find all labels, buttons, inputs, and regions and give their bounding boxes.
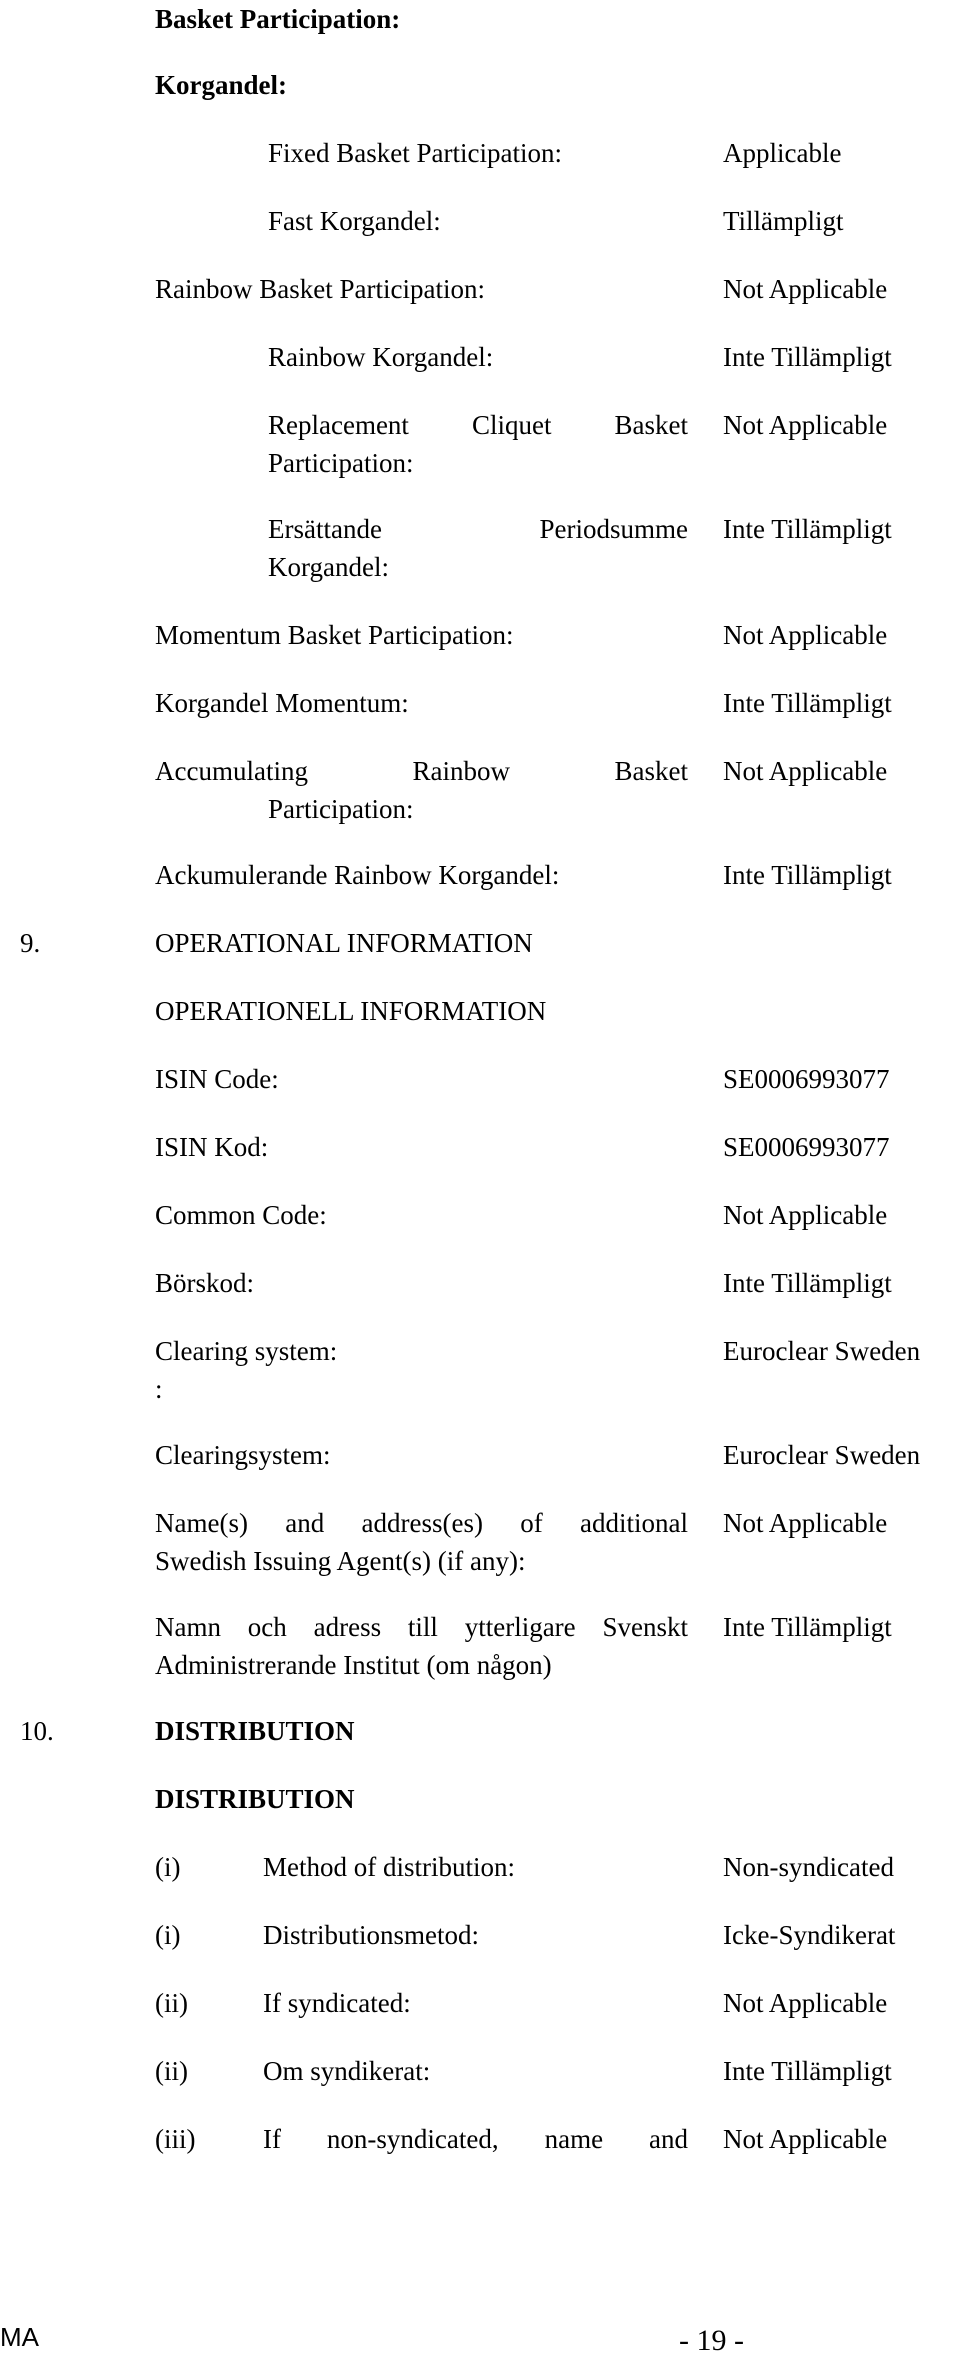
distribution-item-value: Icke-Syndikerat (723, 1920, 896, 1950)
fixed-basket-label: Fixed Basket Participation: (268, 138, 562, 168)
clearingsystem-value: Euroclear Sweden (723, 1440, 921, 1470)
distribution-item-label: Method of distribution: (263, 1852, 515, 1882)
distribution-item-label: If non-syndicated, name and (263, 2124, 688, 2154)
footer-left-mark: MA (0, 2322, 39, 2352)
basket-subheading: Korgandel: (155, 70, 287, 100)
additional-agent-value: Not Applicable (723, 1508, 888, 1538)
distribution-item-label: Om syndikerat: (263, 2056, 431, 2086)
additional-agent-label-line2: Swedish Issuing Agent(s) (if any): (155, 1546, 526, 1576)
section-9-title-sv: OPERATIONELL INFORMATION (155, 996, 547, 1026)
common-code-label: Common Code: (155, 1200, 327, 1230)
distribution-item-num: (iii) (155, 2124, 196, 2154)
distribution-item-num: (ii) (155, 2056, 188, 2086)
distribution-item-num: (i) (155, 1920, 181, 1950)
isin-code-value: SE0006993077 (723, 1064, 890, 1094)
ersattande-label-line1: Ersättande Periodsumme (268, 514, 688, 544)
distribution-item-value: Non-syndicated (723, 1852, 894, 1882)
fast-korgandel-label: Fast Korgandel: (268, 206, 441, 236)
ackumulerande-value: Inte Tillämpligt (723, 860, 892, 890)
momentum-basket-value: Not Applicable (723, 620, 888, 650)
distribution-item-value: Not Applicable (723, 1988, 888, 2018)
clearing-system-value: Euroclear Sweden (723, 1336, 921, 1366)
section-9-number: 9. (20, 928, 41, 958)
fast-korgandel-value: Tillämpligt (723, 206, 844, 236)
clearingsystem-label: Clearingsystem: (155, 1440, 331, 1470)
rainbow-basket-label: Rainbow Basket Participation: (155, 274, 485, 304)
common-code-value: Not Applicable (723, 1200, 888, 1230)
basket-heading: Basket Participation: (155, 4, 401, 34)
replacement-cliquet-value: Not Applicable (723, 410, 888, 440)
korgandel-momentum-label: Korgandel Momentum: (155, 688, 409, 718)
clearing-system-colon: : (155, 1374, 163, 1404)
rainbow-basket-value: Not Applicable (723, 274, 888, 304)
ytterligare-institut-label-line2: Administrerande Institut (om någon) (155, 1650, 552, 1680)
isin-code-label: ISIN Code: (155, 1064, 279, 1094)
distribution-item-value: Inte Tillämpligt (723, 2056, 892, 2086)
distribution-item-num: (i) (155, 1852, 181, 1882)
momentum-basket-label: Momentum Basket Participation: (155, 620, 514, 650)
ackumulerande-label: Ackumulerande Rainbow Korgandel: (155, 860, 560, 890)
ersattande-label-line2: Korgandel: (268, 552, 389, 582)
accumulating-rainbow-value: Not Applicable (723, 756, 888, 786)
rainbow-korgandel-label: Rainbow Korgandel: (268, 342, 494, 372)
accumulating-rainbow-label-line1: Accumulating Rainbow Basket (155, 756, 688, 786)
section-10-number: 10. (20, 1716, 54, 1746)
replacement-cliquet-label-line2: Participation: (268, 448, 414, 478)
accumulating-rainbow-label-line2: Participation: (268, 794, 414, 824)
replacement-cliquet-label-line1: Replacement Cliquet Basket (268, 410, 688, 440)
ersattande-value: Inte Tillämpligt (723, 514, 892, 544)
korgandel-momentum-value: Inte Tillämpligt (723, 688, 892, 718)
distribution-item-label: If syndicated: (263, 1988, 411, 2018)
rainbow-korgandel-value: Inte Tillämpligt (723, 342, 892, 372)
section-10-title-sv: DISTRIBUTION (155, 1784, 355, 1814)
section-9-title: OPERATIONAL INFORMATION (155, 928, 533, 958)
distribution-item-num: (ii) (155, 1988, 188, 2018)
clearing-system-label: Clearing system: (155, 1336, 338, 1366)
distribution-item-label: Distributionsmetod: (263, 1920, 479, 1950)
borskod-value: Inte Tillämpligt (723, 1268, 892, 1298)
ytterligare-institut-value: Inte Tillämpligt (723, 1612, 892, 1642)
ytterligare-institut-label-line1: Namn och adress till ytterligare Svenskt (155, 1612, 688, 1642)
section-10-title: DISTRIBUTION (155, 1716, 355, 1746)
isin-kod-label: ISIN Kod: (155, 1132, 269, 1162)
page-number: - 19 - (679, 2324, 744, 2357)
borskod-label: Börskod: (155, 1268, 255, 1298)
additional-agent-label-line1: Name(s) and address(es) of additional (155, 1508, 688, 1538)
fixed-basket-value: Applicable (723, 138, 842, 168)
distribution-item-value: Not Applicable (723, 2124, 888, 2154)
isin-kod-value: SE0006993077 (723, 1132, 890, 1162)
